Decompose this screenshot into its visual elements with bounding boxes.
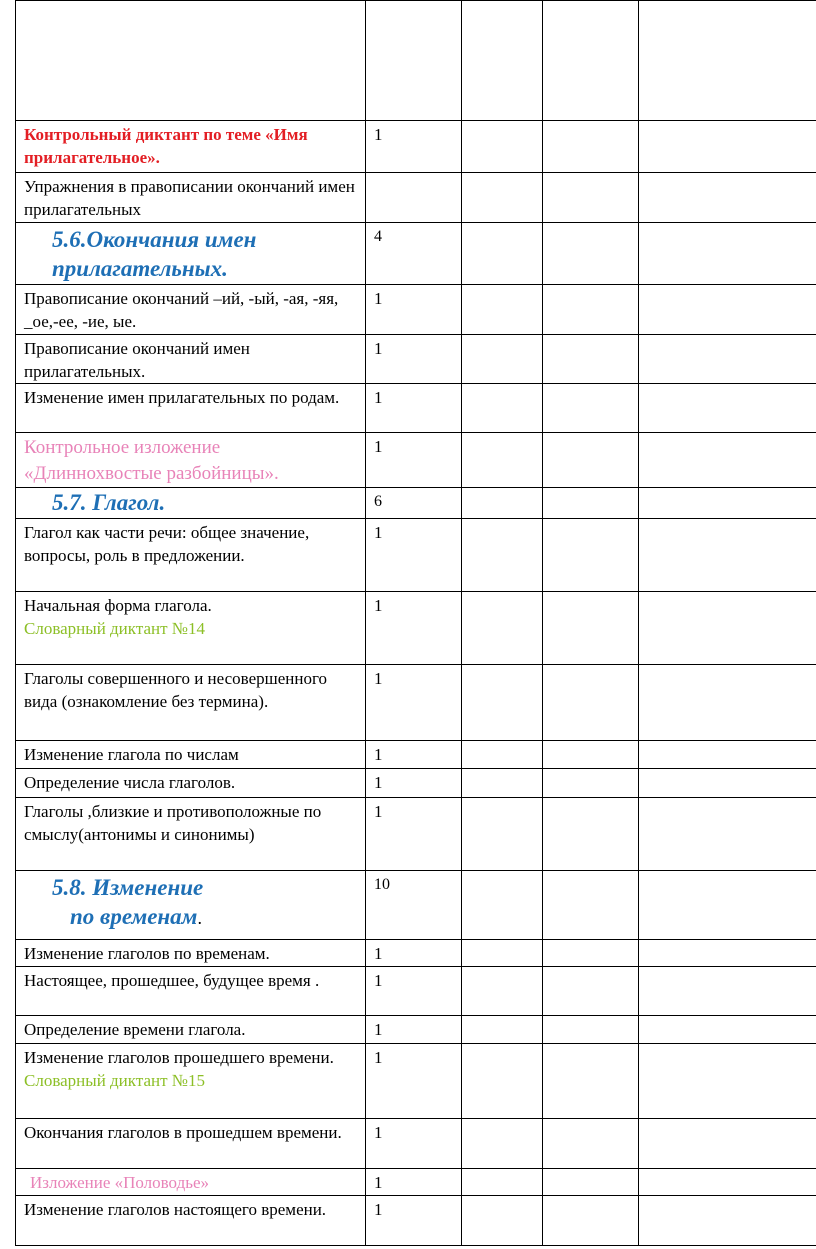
table-cell [543, 1169, 639, 1196]
table-cell [543, 1196, 639, 1246]
hours-cell: 1 [366, 121, 462, 173]
hours-cell: 1 [366, 665, 462, 741]
table-cell [639, 1, 816, 121]
section-heading-cell [16, 871, 366, 940]
section-heading-cell [16, 223, 366, 285]
topic-cell: Глаголы ,близкие и противоположные по смыслу(антонимы и синонимы) [16, 798, 366, 871]
table-row [16, 798, 816, 871]
hours-cell: 1 [366, 1016, 462, 1044]
table-cell [639, 223, 816, 285]
table-cell [639, 173, 816, 223]
hours-cell: 1 [366, 1044, 462, 1119]
table-row [16, 173, 816, 223]
table-cell [462, 665, 543, 741]
section-heading: 5.7. Глагол. [52, 490, 166, 515]
table-cell [462, 1169, 543, 1196]
table-cell [543, 173, 639, 223]
table-cell [462, 433, 543, 488]
section-heading [24, 873, 361, 933]
table-cell [639, 1196, 816, 1246]
table-cell [543, 769, 639, 798]
table-row [16, 1196, 816, 1246]
table-cell [639, 665, 816, 741]
table-cell [639, 940, 816, 967]
hours-cell: 6 [366, 488, 462, 519]
table-row [16, 433, 816, 488]
table-cell [639, 433, 816, 488]
table-cell [366, 1, 462, 121]
topic-cell: Настоящее, прошедшее, будущее время . [16, 967, 366, 1016]
topic-cell [16, 1169, 366, 1196]
table-cell [639, 1119, 816, 1169]
table-cell [462, 592, 543, 665]
table-row [16, 741, 816, 769]
table-cell [462, 940, 543, 967]
table-cell [639, 519, 816, 592]
table-cell [543, 665, 639, 741]
table-row [16, 940, 816, 967]
table-cell [639, 488, 816, 519]
table-cell [462, 769, 543, 798]
table-cell [639, 798, 816, 871]
heading-period: . [197, 908, 202, 928]
table-row [16, 384, 816, 433]
table-cell [639, 1044, 816, 1119]
topic-cell: Правописание окончаний –ий, -ый, -ая, -яя, _ое,-ее, -ие, ые. [16, 285, 366, 335]
table-cell [462, 967, 543, 1016]
table-cell [639, 769, 816, 798]
table-row [16, 592, 816, 665]
topic-cell: Окончания глаголов в прошедшем времени. [16, 1119, 366, 1169]
section-heading-line1: 5.6.Окончания имен [52, 227, 257, 252]
table-cell [462, 173, 543, 223]
table-cell [462, 488, 543, 519]
topic-cell [16, 433, 366, 488]
table-cell [543, 433, 639, 488]
table-cell [462, 384, 543, 433]
table-cell [462, 798, 543, 871]
table-cell [462, 335, 543, 384]
dictation-note: Словарный диктант №15 [24, 1071, 205, 1090]
table-row [16, 1169, 816, 1196]
hours-cell: 1 [366, 967, 462, 1016]
table-cell [639, 592, 816, 665]
table-row [16, 285, 816, 335]
exposition-topic-text: Изложение «Половодье» [30, 1173, 210, 1192]
hours-cell: 1 [366, 519, 462, 592]
table-cell [543, 592, 639, 665]
hours-cell: 1 [366, 798, 462, 871]
table-row [16, 519, 816, 592]
dictation-note: Словарный диктант №14 [24, 619, 205, 638]
table-row [16, 665, 816, 741]
section-heading-line2: по временам [70, 904, 198, 929]
table-row [16, 1016, 816, 1044]
topic-cell: Определение времени глагола. [16, 1016, 366, 1044]
topic-cell [16, 121, 366, 173]
hours-cell: 1 [366, 285, 462, 335]
table-cell [16, 1, 366, 121]
table-cell [543, 741, 639, 769]
table-cell [543, 1, 639, 121]
hours-cell: 1 [366, 335, 462, 384]
table-cell [543, 1119, 639, 1169]
topic-cell: Правописание окончаний имен прилагательных. [16, 335, 366, 384]
test-topic-text: Контрольный диктант по теме «Имя прилагательное». [24, 125, 308, 167]
hours-cell: 1 [366, 384, 462, 433]
section-heading-line1: 5.8. Изменение [52, 875, 204, 900]
topic-cell: Упражнения в правописании окончаний имен прилагательных [16, 173, 366, 223]
table-cell [639, 384, 816, 433]
table-row [16, 335, 816, 384]
table-cell [543, 940, 639, 967]
section-heading [24, 225, 361, 283]
hours-cell: 1 [366, 1196, 462, 1246]
table-cell [543, 285, 639, 335]
table-cell [543, 871, 639, 940]
topic-cell: Изменение имен прилагательных по родам. [16, 384, 366, 433]
table-cell [639, 967, 816, 1016]
hours-cell: 1 [366, 433, 462, 488]
table-row [16, 769, 816, 798]
table-cell [543, 1044, 639, 1119]
table-row [16, 488, 816, 519]
table-cell [462, 741, 543, 769]
table-row [16, 1044, 816, 1119]
hours-cell: 1 [366, 592, 462, 665]
table-row [16, 223, 816, 285]
hours-cell: 1 [366, 1169, 462, 1196]
topic-cell [16, 1044, 366, 1119]
table-cell [462, 1, 543, 121]
table-row [16, 871, 816, 940]
topic-cell: Изменение глагола по числам [16, 741, 366, 769]
table-cell [543, 519, 639, 592]
hours-cell: 10 [366, 871, 462, 940]
table-cell [639, 121, 816, 173]
table-cell [462, 285, 543, 335]
table-cell [462, 223, 543, 285]
table-cell [639, 285, 816, 335]
table-cell [462, 1119, 543, 1169]
table-cell [639, 741, 816, 769]
exposition-topic-text: Контрольное изложение «Длиннохвостые разбойницы». [24, 437, 279, 484]
table-cell [543, 488, 639, 519]
topic-cell [16, 592, 366, 665]
hours-cell [366, 173, 462, 223]
hours-cell: 4 [366, 223, 462, 285]
topic-cell: Изменение глаголов по временам. [16, 940, 366, 967]
topic-text: Изменение глаголов прошедшего времени. [24, 1048, 334, 1067]
table-cell [639, 335, 816, 384]
lesson-plan-table [15, 0, 816, 1246]
topic-cell: Изменение глаголов настоящего времени. [16, 1196, 366, 1246]
table-cell [543, 967, 639, 1016]
topic-text: Начальная форма глагола. [24, 596, 212, 615]
table-cell [462, 121, 543, 173]
hours-cell: 1 [366, 1119, 462, 1169]
table-cell [639, 871, 816, 940]
topic-cell: Определение числа глаголов. [16, 769, 366, 798]
table-cell [543, 384, 639, 433]
table-cell [639, 1169, 816, 1196]
table-cell [462, 1196, 543, 1246]
table-row [16, 1119, 816, 1169]
table-row [16, 967, 816, 1016]
table-cell [543, 798, 639, 871]
table-cell [543, 335, 639, 384]
table-cell [639, 1016, 816, 1044]
section-heading-cell [16, 488, 366, 519]
topic-cell: Глаголы совершенного и несовершенного вида (ознакомление без термина). [16, 665, 366, 741]
section-heading-line2: прилагательных. [52, 256, 228, 281]
topic-cell: Глагол как части речи: общее значение, вопросы, роль в предложении. [16, 519, 366, 592]
table-cell [462, 519, 543, 592]
table-row [16, 121, 816, 173]
table-cell [543, 121, 639, 173]
table-cell [543, 1016, 639, 1044]
hours-cell: 1 [366, 940, 462, 967]
hours-cell: 1 [366, 741, 462, 769]
table-cell [462, 1016, 543, 1044]
table-cell [462, 1044, 543, 1119]
table-row [16, 1, 816, 121]
table-cell [543, 223, 639, 285]
hours-cell: 1 [366, 769, 462, 798]
table-cell [462, 871, 543, 940]
